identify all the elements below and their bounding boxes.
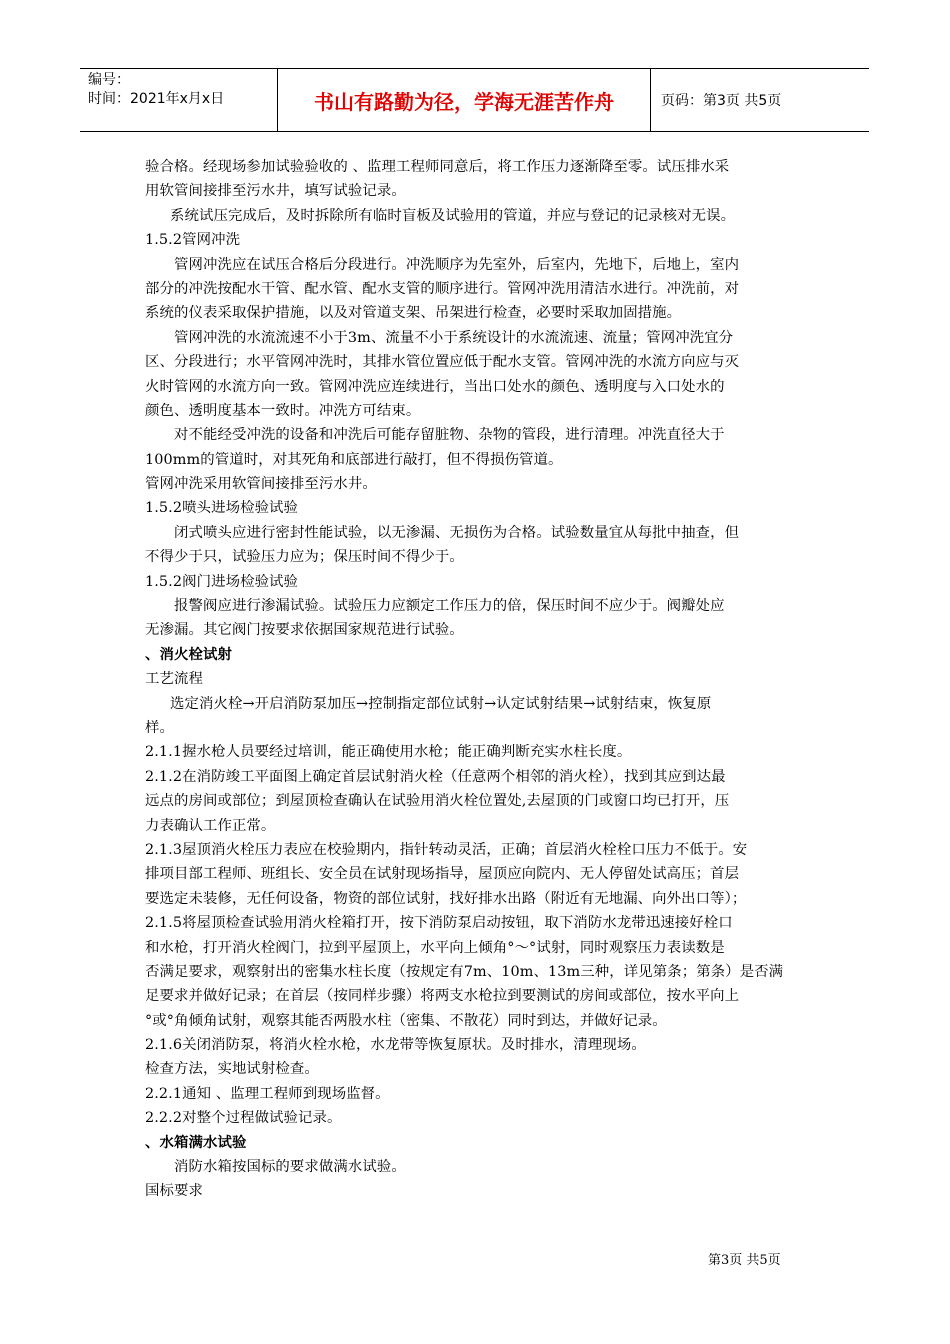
text-line: 和水枪，打开消火栓阀门，拉到平屋顶上，水平向上倾角°～°试射，同时观察压力表读数是	[145, 939, 725, 956]
text-line: 闭式喷头应进行密封性能试验，以无渗漏、无损伤为合格。试验数量宜从每批中抽查，但	[174, 524, 740, 541]
text-line: 不得少于只，试验压力应为；保压时间不得少于。	[145, 549, 464, 566]
text-line: 2.1.6关闭消防泵，将消火栓水枪，水龙带等恢复原状。及时排水，清理现场。	[145, 1037, 646, 1054]
text-line: 对不能经受冲洗的设备和冲洗后可能存留脏物、杂物的管段，进行清理。冲洗直径大于	[174, 427, 725, 444]
text-line: 2.1.1握水枪人员要经过培训，能正确使用水枪；能正确判断充实水柱长度。	[145, 744, 632, 761]
text-line: 无渗漏。其它阀门按要求依据国家规范进行试验。	[145, 622, 464, 639]
text-line: 要选定未装修，无任何设备，物资的部位试射，找好排水出路（附近有无地漏、向外出口等）；	[145, 890, 747, 907]
text-line: 1.5.2阀门进场检验试验	[145, 573, 299, 590]
text-line: 管网冲洗的水流流速不小于3m、流量不小于系统设计的水流流速、流量；管网冲洗宜分	[174, 329, 734, 346]
text-line: 2.1.2在消防竣工平面图上确定首层试射消火栓（任意两个相邻的消火栓），找到其应到达最	[145, 768, 726, 785]
text-line: 否满足要求，观察射出的密集水柱长度（按规定有7m、10m、13m三种，详见第条；第条）是否满	[145, 963, 784, 980]
text-line: 用软管间接排至污水井，填写试验记录。	[145, 183, 406, 200]
section-heading: 、消火栓试射	[145, 646, 232, 663]
page-header	[80, 68, 869, 132]
text-line: 2.1.3屋顶消火栓压力表应在校验期内，指针转动灵活，正确；首层消火栓栓口压力不低于。安	[145, 841, 748, 858]
text-line: 火时管网的水流方向一致。管网冲洗应连续进行，当出口处水的颜色、透明度与入口处水的	[145, 378, 725, 395]
text-line: 系统的仪表采取保护措施，以及对管道支架、吊架进行检查，必要时采取加固措施。	[145, 305, 682, 322]
text-line: 100mm的管道时，对其死角和底部进行敲打，但不得损伤管道。	[145, 451, 563, 468]
text-line: 排项目部工程师、班组长、安全员在试射现场指导，屋顶应向院内、无人停留处试高压；首层	[145, 866, 740, 883]
text-line: 2.1.5将屋顶检查试验用消火栓箱打开，按下消防泵启动按钮，取下消防水龙带迅速接好栓口	[145, 915, 733, 932]
text-line: 足要求并做好记录；在首层（按同样步骤）将两支水枪拉到要测试的房间或部位，按水平向上	[145, 988, 740, 1005]
text-line: 检查方法，实地试射检查。	[145, 1061, 319, 1078]
text-line: 消防水箱按国标的要求做满水试验。	[174, 1159, 406, 1176]
text-line: 样。	[145, 719, 174, 736]
text-line: 2.2.1通知 、监理工程师到现场监督。	[145, 1085, 390, 1102]
header-meta	[80, 69, 278, 131]
text-line: 工艺流程	[145, 671, 203, 688]
text-line: 2.2.2对整个过程做试验记录。	[145, 1110, 342, 1127]
text-line: 国标要求	[145, 1183, 203, 1200]
text-line: 选定消火栓→开启消防泵加压→控制指定部位试射→认定试射结果→试射结束，恢复原	[170, 695, 712, 712]
text-line: 区、分段进行；水平管网冲洗时，其排水管位置应低于配水支管。管网冲洗的水流方向应与灭	[145, 354, 740, 371]
page-footer: 第3页 共5页	[708, 1253, 781, 1268]
header-motto: 书山有路勤为径，学海无涯苦作舟	[278, 69, 651, 131]
section-heading: 、水箱满水试验	[145, 1134, 247, 1151]
header-page-number: 页码：第3页 共5页	[661, 93, 782, 109]
text-line: 报警阀应进行渗漏试验。试验压力应额定工作压力的倍，保压时间不应少于。阀瓣处应	[174, 598, 725, 615]
text-line: 系统试压完成后，及时拆除所有临时盲板及试验用的管道，并应与登记的记录核对无误。	[170, 207, 736, 224]
doc-time-label: 时间：2021年x月x日	[88, 91, 225, 107]
text-line: 颜色、透明度基本一致时。冲洗方可结束。	[145, 402, 421, 419]
text-line: 管网冲洗应在试压合格后分段进行。冲洗顺序为先室外，后室内，先地下，后地上，室内	[174, 256, 740, 273]
text-line: 验合格。经现场参加试验验收的 、监理工程师同意后，将工作压力逐渐降至零。试压排水采	[145, 159, 730, 175]
text-line: 力表确认工作正常。	[145, 817, 276, 834]
text-line: 管网冲洗采用软管间接排至污水井。	[145, 476, 377, 493]
text-line: °或°角倾角试射，观察其能否两股水柱（密集、不散花）同时到达，并做好记录。	[145, 1012, 667, 1029]
text-line: 1.5.2喷头进场检验试验	[145, 500, 299, 517]
doc-number-label: 编号：	[88, 72, 130, 88]
text-line: 远点的房间或部位；到屋顶检查确认在试验用消火栓位置处,去屋顶的门或窗口均已打开，压	[145, 793, 730, 810]
text-line: 1.5.2管网冲洗	[145, 232, 241, 249]
text-line: 部分的冲洗按配水干管、配水管、配水支管的顺序进行。管网冲洗用清洁水进行。冲洗前，对	[145, 280, 740, 297]
document-body	[145, 155, 810, 1204]
